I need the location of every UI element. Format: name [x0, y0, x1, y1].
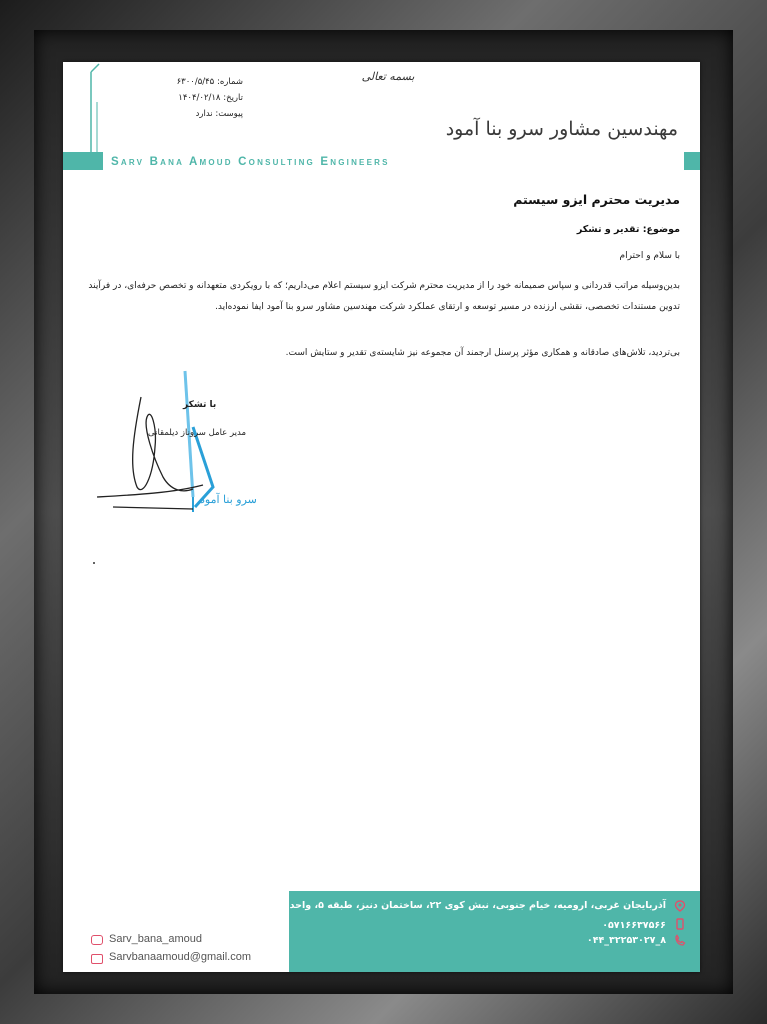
body-paragraph-2: بی‌تردید، تلاش‌های صادقانه و همکاری مؤثر پرسنل ارجمند آن مجموعه نیز شایسته‌ی تقدیر و ستایش است.	[285, 348, 680, 358]
greeting: با سلام و احترام	[619, 251, 680, 261]
footer-email[interactable]: Sarvbanaamoud@gmail.com	[109, 951, 252, 963]
footer-telephone: ۰۴۴_۳۲۲۵۳۰۲۷_۸	[586, 935, 666, 946]
bismillah: بسمه تعالی	[361, 70, 415, 83]
speck	[93, 562, 95, 564]
letter-number: شماره: ۶۳۰۰/۵/۴۵	[176, 77, 243, 87]
header-bar-left	[63, 152, 103, 170]
body-paragraph-1: بدین‌وسیله مراتب قدردانی و سپاس صمیمانه خود را از مدیریت محترم شرکت ایزو سیستم اعلام می‌داریم؛ که با رویکردی متعهدانه و تخصص حرفه‌ای، در فرآیند تدوین مستندات تخصصی، نقشی ارزنده در مسیر توسعه و ارتقای عملکرد شرکت مهندسین مشاور سرو بنا آمود ایفا نموده‌اید.	[88, 281, 680, 312]
letter-meta	[133, 74, 243, 122]
logo-mark	[89, 62, 103, 162]
location-icon	[674, 900, 686, 912]
header-bar-right	[684, 152, 700, 170]
telephone-icon	[674, 934, 686, 946]
letter-page	[63, 62, 700, 972]
company-stamp: سرو بنا آمود	[200, 493, 257, 506]
phone-icon	[674, 918, 686, 930]
instagram-icon	[91, 935, 103, 945]
company-name-fa: مهندسین مشاور سرو بنا آمود	[445, 118, 678, 140]
addressee: مدیریت محترم ایزو سیستم	[513, 192, 680, 207]
letter-date: تاریخ: ۱۴۰۴/۰۲/۱۸	[178, 93, 243, 103]
footer-address: آذربایجان غربی، ارومیه، خیام جنوبی، نبش کوی ۲۲، ساختمان دنیز، طبقه ۵، واحد ۱۳	[274, 900, 666, 911]
footer-mobile: ۰۵۷۱۶۶۳۷۵۶۶	[602, 920, 666, 931]
footer-instagram[interactable]: Sarv_bana_amoud	[109, 933, 202, 945]
signer-name: مدیر عامل سروناز دیلمقانی	[148, 428, 247, 438]
company-name-en: Sarv Bana Amoud Consulting Engineers	[111, 156, 390, 168]
letter-attachment: پیوست: ندارد	[195, 109, 243, 119]
email-icon	[91, 954, 103, 964]
subject-line: موضوع: تقدیر و تشکر	[576, 224, 680, 235]
closing: با تشکر	[183, 400, 217, 410]
